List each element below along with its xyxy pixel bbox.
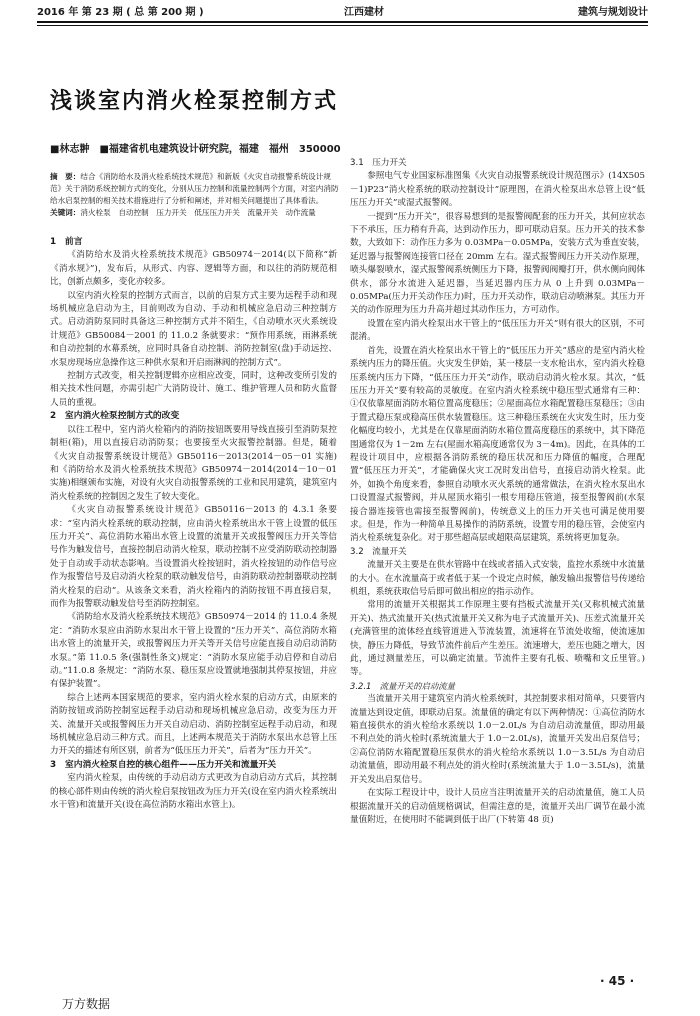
paragraph: 当流量开关用于建筑室内消火栓系统时，其控制要求相对简单，只要管内流量达到设定值，即联动启泵。流量值的确定有以下两种情况：①高位消防水箱直接供水的消火栓给水系统以 1.0－2.0L/s 为自动启动流量值，即动用最不利点处的消火栓时(系统流量大于 1.0－2.0L/s)，流量开关发出启泵信号；②高位消防水箱配置稳压泵供水的消火栓给水系统以 1.0－3.5L/s 为自动启动流量值，即动用最不利点处的消火栓时(系统流量大于 1.0－3.5L/s)，流量开关发出启泵信号。 <box>350 694 645 785</box>
running-header <box>37 6 648 20</box>
paragraph: 综合上述两本国家规范的要求，室内消火栓水泵的启动方式，由原来的消防按钮或消防控制室远程手动启动和现场机械应急启动，改变为压力开关、流量开关或报警阀压力开关自动启动、消防控制室远程手动启动，和现场机械应急启动三种方式。而且，上述两本规范关于消防水泵出水总管上压力开关的描述有所区别，前者为“低压压力开关”，后者为“压力开关”。 <box>50 692 337 757</box>
paragraph: 一提到“压力开关”，很容易想到的是报警阀配套的压力开关，其何应状态下不承压，压力稍有升高，达到动作压力，即可联动启泵。压力开关的技术参数，大致如下：动作压力多为 0.03MPa－0.05MPa，安装方式为垂直安装，延迟器与报警阀连接管口径在 20mm 左右。湿式报警阀压力开关动作原理，喷头爆裂喷水，湿式报警阀系统侧压力下降，报警阀阀瓣打开，供水侧向阀体供水，部分水流进入延迟器，当延迟器内压力从 0 上升到 0.03MPa－0.05MPa(压力开关动作压力)时，压力开关动作，联动启动喷淋泵。其压力开关的动作原理为压力升高并超过其动作压力，方可动作。 <box>350 211 645 316</box>
right-column <box>350 157 645 827</box>
keywords-label: 关键词： <box>50 208 81 217</box>
header-rule-thin <box>37 25 648 26</box>
paragraph: 以往工程中，室内消火栓箱内的消防按钮既要用导线直接引至消防泵控制柜(箱)，用以直接启动消防泵；也要接至火灾报警控制器。但是，随着《火灾自动报警系统设计规范》GB50116－2013(2014－05－01 实施)和《消防给水及消火栓系统技术规范》GB50974－2014(2014－10－01 实施)相继颁布实施，对设有火灾自动报警系统的工业和民用建筑，建筑室内消火栓系统的控制因之发生了较大变化。 <box>50 424 337 502</box>
issue-info: 2016 年 第 23 期 ( 总 第 200 期 ) <box>37 7 204 18</box>
abstract-block <box>50 171 340 219</box>
paragraph: 在实际工程设计中，设计人员应当注明流量开关的启动流量值，施工人员根据流量开关的启动值规格调试，但需注意的是，流量开关出厂调节在最小流量值附近，在使用时不能调到低于出厂(下转第 48 页) <box>350 788 645 825</box>
source-watermark: 万方数据 <box>62 997 111 1011</box>
section-heading: 3.1 压力开关 <box>350 158 407 168</box>
paragraph: 参照电气专业国家标准图集《火灾自动报警系统设计规范图示》(14X505－1)P23“消火栓系统的联动控制设计”原理图，在消火栓泵出水总管上设“低压压力开关”或湿式报警阀。 <box>350 171 645 209</box>
paragraph: 《消防给水及消火栓系统技术规范》GB50974－2014(以下简称“新《消水规》”)，发布后，从形式、内容、逻辑等方面，和以往的消防规范相比，创新点颇多，变化亦较多。 <box>50 250 337 288</box>
section-name: 建筑与规划设计 <box>578 7 648 18</box>
paragraph: 《火灾自动报警系统设计规范》GB50116－2013 的 4.3.1 条要求：“室内消火栓系统的联动控制，应由消火栓系统出水干管上设置的低压压力开关”、高位消防水箱出水管上设置的流量开关或报警阀压力开关等信号作为触发信号，直接控制启动消火栓泵，联动控制不应受消防联动控制器处于自动或手动状态影响。当设置消火栓按钮时，消火栓按钮的动作信号应作为报警信号及启动消火栓泵的联动触发信号，由消防联动控制器联动控制消火栓泵的启动”。从该条文来看，消火栓箱内的消防按钮不再直接启泵，而作为报警联动触发信号至消防控制室。 <box>50 505 337 609</box>
section-heading: 3.2 流量开关 <box>350 546 407 557</box>
abstract-text: 结合《消防给水及消火栓系统技术规范》和新版《火灾自动报警系统设计规范》关于消防系统控制方式的变化，分别从压力控制和流量控制两个方面，对室内消防给水启泵控制的相关技术措施进行了分析和阐述，并对相关问题提出了具体看法。 <box>50 172 339 205</box>
header-rule <box>37 21 648 23</box>
paragraph: 《消防给水及消火栓系统技术规范》GB50974－2014 的 11.0.4 条规定：“消防水泵应由消防水泵出水干管上设置的“压力开关”、高位消防水箱出水管上的流量开关，或报警阀压力开关等开关信号应能直接自动启动消防水泵。”第 11.0.5 条(强制性条文)规定：“消防水泵应能手动启停和自动启动。”11.0.8 条规定：“消防水泵、稳压泵应设置就地强制其停泵按钮，并应有保护装置”。 <box>50 612 337 690</box>
article-title: 浅谈室内消火栓泵控制方式 <box>50 89 339 114</box>
keywords-text: 消火栓泵 自动控制 压力开关 低压压力开关 流量开关 动作流量 <box>80 208 316 217</box>
paragraph: 室内消火栓泵，由传统的手动启动方式更改为自动启动方式后，其控制的核心部件则由传统的消火栓启泵按钮改为压力开关(设在室内消火栓系统出水干管)和流量开关(设在高位消防水箱出水管上)。 <box>50 773 337 811</box>
abstract <box>50 171 340 207</box>
section-heading: 3.2.1 流量开关的启动流量 <box>350 680 456 691</box>
abstract-label: 摘 要： <box>50 172 81 181</box>
paragraph: 以室内消火栓泵的控制方式而言，以前的启泵方式主要为远程手动和现场机械应急启动为主，目前则改为自动、手动和机械应急启动三种控制方式。启动消防泵同时具备这三种控制方式并不陌生，《自动喷水灭火系统设计规范》GB50084－2001 的 11.0.2 条就要求：“预作用系统，雨淋系统和自动控制的水幕系统，应同时具备自动控制、消防控制室(盘)手动远控、水泵房现场应急操作这三种供水泵和开启雨淋阀的控制方式”。 <box>50 290 337 368</box>
paragraph: 设置在室内消火栓泵出水干管上的“低压压力开关”则有很大的区别，不可混淆。 <box>350 318 645 343</box>
paragraph: 常用的流量开关根据其工作原理主要有挡板式流量开关(又称机械式流量开关)、热式流量开关(热式流量开关又称为电子式流量开关)、压差式流量开关(充满管里的流体经直线管道进入节流装置，流速将在节流处收缩，使流速加快，静压力降低，导致节流件前后产生差压。流速增大，差压也随之增大，因此，通过测量差压，可以确定流量。节流件主要有孔板、喷嘴和文丘里管。)等。 <box>350 600 645 678</box>
left-column <box>50 236 337 812</box>
section-heading: 1 前言 <box>50 237 83 247</box>
page-number: · 45 · <box>600 974 635 988</box>
section-heading: 2 室内消火栓泵控制方式的改变 <box>50 411 180 422</box>
paragraph: 首先，设置在消火栓泵出水干管上的“低压压力开关”感应的是室内消火栓系统内压力的降压值。火灾发生伊始，某一楼层一支水枪出水，室内消火栓稳压系统内压力下降，“低压压力开关”动作，联动启动消火栓水泵。其次，“低压压力开关”要有较高的灵敏度。在室内消火栓系统中稳压型式通常有三种：①仅依靠屋面消防水箱位置高度稳压；②屋面高位水箱配置稳压泵稳压；③由于置式稳压泵或稳高压供水装置稳压。这三种稳压系统在火灾发生时，压力变化幅度均较小，尤其是在仅靠屋面消防水箱位置高度稳压的系统中，其下降范围通常仅为 1－2m 左右(屋面水箱高度通常仅为 3－4m)。因此，在具体的工程设计项目中，应根据各消防系统的稳压状况和压力降值的幅度，合理配置“低压压力开关”，才能确保火灾工况时发出信号，直接启动消火栓泵。此外，如换个角度来看，参照自动喷水灭火系统的通常做法，在消火栓水泵出水口设置湿式报警阀，并从屋顶水箱引一根专用稳压管道，接至报警阀前(水泵接合器连接管也需接至报警阀前)，传统意义上的压力开关也可满足使用要求。但是，作为一种简单且易操作的消防系统，设置专用的稳压管，会使室内消火栓系统复杂化。对于那些超高层或超限高层建筑，系统将更加复杂。 <box>350 345 645 544</box>
section-heading: 3 室内消火栓泵自控的核心组件——压力开关和流量开关 <box>50 759 277 770</box>
paragraph: 流量开关主要是在供水管路中在线或者插入式安装，监控水系统中水流量的大小。在水流量高于或者低于某一个设定点时候，触发输出报警信号传递给机组，系统获取信号后即可做出相应的指示动作。 <box>350 560 645 597</box>
journal-name: 江西建材 <box>344 7 384 18</box>
paragraph: 控制方式改变，相关控制逻辑亦应相应改变，同时，这种改变所引发的相关技术性问题，亦需引起广大消防设计、施工、维护管理人员和防火监督人员的重视。 <box>50 371 337 408</box>
keywords <box>50 207 340 219</box>
authors: ■林志翀 ■福建省机电建筑设计研究院，福建 福州 350000 <box>50 144 341 155</box>
